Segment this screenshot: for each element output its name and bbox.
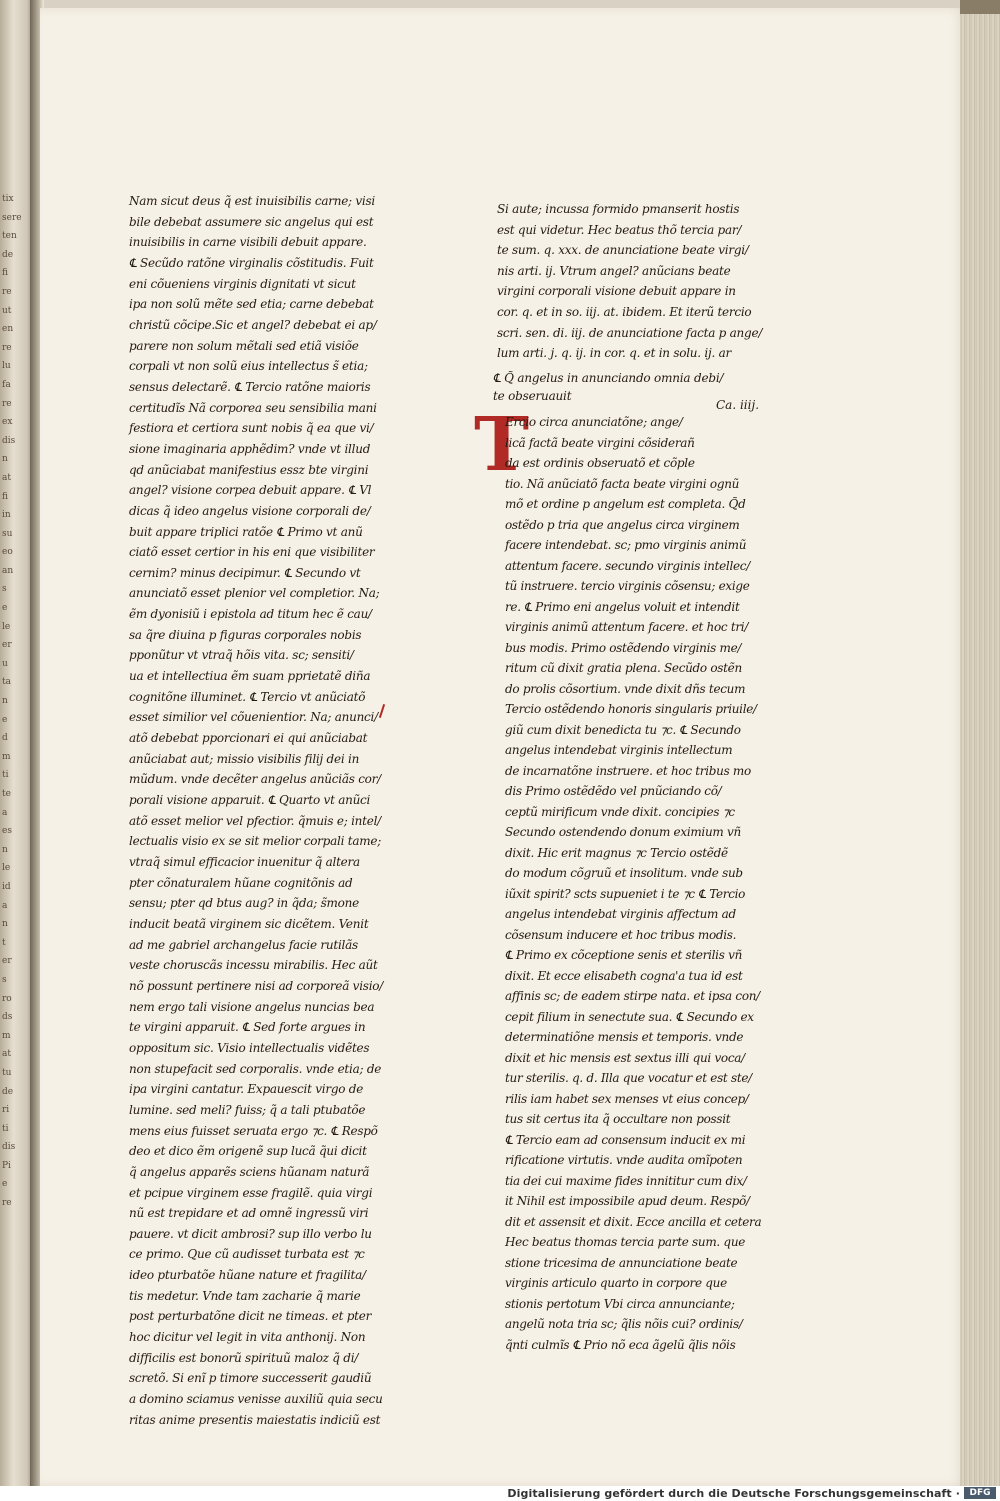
- dfg-logo: DFG: [964, 1487, 996, 1499]
- margin-fragment: fa: [2, 379, 11, 390]
- text-line: Si aute; incussa formido pmanserit hostis: [497, 202, 740, 216]
- text-line: Tercio ostẽdendo honoris singularis priuile/: [505, 702, 757, 716]
- text-line: sensus delectarẽ. ℄ Tercio ratõne maioris: [129, 379, 371, 394]
- margin-fragment: n: [2, 696, 8, 707]
- text-line: iũxit spirit? scts supueniet i te ⁊c ℄ Tercio: [505, 886, 746, 901]
- text-line: ipa virgini cantatur. Expauescit virgo de: [129, 1082, 364, 1097]
- margin-fragment: ta: [2, 677, 11, 688]
- text-line: cepit filium in senectute sua. ℄ Secundo ex: [505, 1009, 754, 1024]
- text-line: ℄ Tercio eam ad consensum inducit ex mi: [505, 1132, 746, 1147]
- margin-fragment: le: [2, 621, 11, 632]
- text-line: pponũtur vt vtraq̃ hõis vita. sc; sensiti/: [129, 648, 354, 663]
- margin-fragment: at: [2, 1049, 11, 1060]
- text-line: facere intendebat. sc; pmo virginis animũ: [505, 538, 747, 552]
- text-line: porali visione apparuit. ℄ Quarto vt anũci: [129, 793, 371, 808]
- text-line: q̃ angelus apparẽs sciens hũanam naturã: [129, 1164, 370, 1179]
- text-line: ℄ Secũdo ratõne virginalis cõstitudis. Fuit: [129, 255, 374, 270]
- text-line: esset similior vel cõuenientior. Na; anunci/: [129, 710, 378, 725]
- text-line: licã factã beate virgini cõsiderañ: [505, 435, 695, 450]
- margin-fragment: ro: [2, 993, 12, 1004]
- text-line: tus sit certus ita q̃ occultare non possit: [505, 1112, 731, 1126]
- text-line: tur sterilis. q. d. Illa que vocatur et est ste/: [505, 1071, 752, 1085]
- text-line: rilis iam habet sex menses vt eius concep/: [505, 1091, 749, 1106]
- margin-fragment: at: [2, 472, 11, 483]
- text-line: deo et dico ẽm origenẽ sup lucã q̃ui dicit: [129, 1144, 367, 1159]
- text-line: nem ergo tali visione angelus nuncias bea: [129, 999, 375, 1014]
- text-line: a domino sciamus venisse auxiliũ quia secu: [129, 1392, 383, 1407]
- text-line: buit appare triplici ratõe ℄ Primo vt anũ: [129, 524, 363, 539]
- margin-fragment: in: [2, 510, 11, 521]
- text-line: dixit. Hic erit magnus ⁊c Tercio ostẽdẽ: [505, 845, 728, 860]
- margin-fragment: e: [2, 603, 8, 614]
- text-line: stione tricesima de annunciatione beate: [505, 1255, 738, 1270]
- text-line: ceptũ mirificum vnde dixit. concipies ⁊c: [505, 804, 735, 819]
- text-line: parere non solum mẽtali sed etiã visiõe: [129, 338, 359, 353]
- margin-fragment: ex: [2, 417, 13, 428]
- text-line: determinatiõne mensis et temporis. vnde: [505, 1030, 744, 1044]
- text-line: pter cõnaturalem hũane cognitõnis ad: [129, 875, 353, 890]
- previous-page-edge: [0, 0, 34, 1490]
- margin-fragment: e: [2, 714, 8, 725]
- margin-fragment: dis: [2, 435, 16, 446]
- margin-fragment: a: [2, 900, 8, 911]
- text-line: dis Primo ostẽdẽdo vel pnũciando cõ/: [505, 784, 722, 798]
- margin-fragment: s: [2, 584, 7, 595]
- text-line: anũciabat aut; missio visibilis filij dei in: [129, 751, 360, 766]
- margin-fragment: n: [2, 919, 8, 930]
- text-line: bus modis. Primo ostẽdendo virginis me/: [505, 640, 742, 655]
- margin-fragment: en: [2, 324, 14, 335]
- text-line: sione imaginaria apphẽdim? vnde vt illud: [129, 441, 371, 456]
- text-line: pauere. vt dicit ambrosi? sup illo verbo lu: [129, 1226, 372, 1241]
- text-line: virgini corporali visione debuit appare in: [497, 284, 736, 299]
- text-line: Hec beatus thomas tercia parte sum. que: [505, 1235, 746, 1249]
- margin-fragment: de: [2, 1086, 14, 1097]
- text-line: anunciatõ esset plenior vel completior. Na;: [129, 586, 380, 601]
- text-line: tia dei cui maxime fides innititur cum dix/: [505, 1173, 747, 1188]
- rubric-line: ℄ Q̃ angelus in anunciando omnia debi/: [493, 371, 724, 385]
- text-line: eni cõueniens virginis dignitati vt sicut: [129, 276, 356, 291]
- text-line: virginis articulo quarto in corpore que: [505, 1276, 727, 1290]
- margin-fragment: sere: [2, 212, 22, 223]
- text-line: certitudĩs Nã corporea seu sensibilia mani: [129, 400, 377, 415]
- text-line: cernim? minus decipimur. ℄ Secundo vt: [129, 565, 361, 580]
- chapter-label: Ca. iiij.: [716, 398, 760, 412]
- margin-fragment: er: [2, 956, 12, 967]
- rubricated-initial-letter: T: [474, 402, 530, 488]
- text-line: stionis pertotum Vbi circa annunciante;: [505, 1296, 735, 1311]
- text-line: hoc dicitur vel legit in vita anthonij. Non: [129, 1330, 366, 1345]
- text-line: sa q̃re diuina p figuras corporales nobis: [129, 627, 362, 642]
- margin-fragment: an: [2, 565, 14, 576]
- text-line: dixit et hic mensis est sextus illi qui voca/: [505, 1050, 745, 1065]
- text-line: scri. sen. di. iij. de anunciatione facta p ange/: [497, 325, 763, 340]
- margin-fragment: t: [2, 937, 6, 948]
- text-line: angel? visione corpea debuit appare. ℄ Vl: [129, 483, 372, 498]
- text-line: angelus intendebat virginis affectum ad: [505, 907, 736, 921]
- text-line: angelus intendebat virginis intellectum: [505, 743, 733, 757]
- page-fore-edge: [960, 0, 1000, 1490]
- margin-fragment: id: [2, 881, 11, 892]
- margin-fragment: lu: [2, 361, 11, 372]
- text-line: giũ cum dixit benedicta tu ⁊c. ℄ Secundo: [505, 722, 741, 737]
- digitization-footer: [0, 1486, 1000, 1501]
- text-line: ad me gabriel archangelus facie rutilãs: [129, 937, 358, 952]
- text-line: ostẽdo p tria que angelus circa virginem: [505, 517, 740, 532]
- text-line: te sum. q. xxx. de anunciatione beate virgi/: [497, 243, 749, 258]
- margin-fragment: er: [2, 640, 12, 651]
- margin-fragment: n: [2, 844, 8, 855]
- text-line: difficilis est bonorũ spirituũ maloz q̃ di/: [129, 1350, 359, 1365]
- text-line: attentum facere. secundo virginis intellec/: [505, 558, 750, 573]
- margin-fragment: a: [2, 807, 8, 818]
- text-line: lectualis visio ex se sit melior corpali tame;: [129, 834, 381, 849]
- text-line: nũ est trepidare et ad omnẽ ingressũ viri: [129, 1206, 369, 1221]
- text-line: mens eius fuisset seruata ergo ⁊c. ℄ Respõ: [129, 1123, 378, 1138]
- text-line: ipa non solũ mẽte sed etia; carne debebat: [129, 297, 374, 312]
- rubric-line: te obseruauit: [493, 389, 572, 403]
- margin-fragment: su: [2, 528, 13, 539]
- text-line: ritum cũ dixit gratia plena. Secũdo ostẽn: [505, 661, 742, 675]
- margin-fragment: m: [2, 1030, 11, 1041]
- text-line: de incarnatõne instruere. et hoc tribus mo: [505, 763, 751, 778]
- text-line: sensu; pter qd btus aug? in q̃da; s̃mone: [129, 896, 359, 911]
- margin-fragment: fi: [2, 491, 9, 502]
- text-line: post perturbatõne dicit ne timeas. et pter: [129, 1309, 372, 1324]
- funding-notice: Digitalisierung gefördert durch die Deutsche Forschungsgemeinschaft ·: [507, 1487, 960, 1500]
- margin-fragment: te: [2, 789, 11, 799]
- text-line: nis arti. ij. Vtrum angel? anũcians beate: [497, 263, 731, 278]
- text-line: Ercio circa anunciatõne; ange/: [505, 415, 683, 429]
- margin-fragment: n: [2, 454, 8, 465]
- text-line: atõ esset melior vel pfectior. q̃muis e; intel/: [129, 813, 381, 828]
- margin-fragment: ri: [2, 1105, 10, 1116]
- text-line: lum arti. j. q. ij. in cor. q. et in solu. ij. ar: [497, 346, 731, 361]
- margin-fragment: ds: [2, 1012, 13, 1023]
- margin-fragment: de: [2, 249, 14, 260]
- margin-fragment: re: [2, 342, 12, 353]
- text-line: et pcipue virginem esse fragilẽ. quia virgi: [129, 1185, 373, 1200]
- text-line: affinis sc; de eadem stirpe nata. et ipsa con/: [505, 989, 760, 1003]
- margin-fragment: le: [2, 863, 11, 874]
- text-line: vtraq̃ simul efficacior inuenitur q̃ altera: [129, 855, 360, 869]
- text-line: lumine. sed meli? fuiss; q̃ a tali ptubatõe: [129, 1102, 366, 1117]
- margin-fragment: re: [2, 1198, 12, 1209]
- margin-fragment: re: [2, 286, 12, 297]
- text-line: virginis animũ attentum facere. et hoc tri/: [505, 620, 749, 634]
- text-line: ciatõ esset certior in his eni que visibiliter: [129, 545, 375, 560]
- margin-fragment: eo: [2, 547, 13, 558]
- text-line: dixit. Et ecce elisabeth cogna'a tua id est: [505, 968, 743, 983]
- margin-fragment: dis: [2, 1142, 16, 1153]
- text-line: re. ℄ Primo eni angelus voluit et intendit: [505, 599, 740, 614]
- text-line: corpali vt non solũ eius intellectus s̃ etia;: [129, 359, 368, 374]
- text-line: est qui videtur. Hec beatus thõ tercia par/: [497, 222, 742, 237]
- margin-fragment: Pi: [2, 1160, 11, 1171]
- text-line: mõ et ordine p angelum est completa. Q̃d: [505, 497, 746, 511]
- text-line: bile debebat assumere sic angelus qui est: [129, 214, 374, 229]
- text-line: q̃nti culmĩs ℄ Prio nõ eca ãgelũ q̃lis nõis: [505, 1337, 736, 1352]
- text-line: ℄ Primo ex cõceptione senis et sterilis vñ: [505, 948, 742, 962]
- margin-fragment: ti: [2, 770, 9, 781]
- text-line: cognitõne illuminet. ℄ Tercio vt anũciatõ: [129, 689, 366, 704]
- right-text-column-body: [505, 412, 785, 1355]
- margin-fragment: m: [2, 751, 11, 762]
- text-line: tio. Nã anũciatõ facta beate virgini ognũ: [505, 476, 740, 491]
- margin-fragment: s: [2, 974, 7, 985]
- text-line: Nam sicut deus q̃ est inuisibilis carne; visi: [129, 194, 376, 208]
- text-line: rificatione virtutis. vnde audita omĩpoten: [505, 1153, 743, 1167]
- text-line: dicas q̃ ideo angelus visione corporali de/: [129, 503, 371, 518]
- margin-fragment: tu: [2, 1067, 12, 1078]
- text-line: ritas anime presentis maiestatis indiciũ est: [129, 1412, 381, 1427]
- text-line: scretõ. Si enĩ p timore successerit gaudiũ: [129, 1371, 372, 1386]
- text-line: ua et intellectiua ẽm suam pprietatẽ diña: [129, 669, 371, 684]
- text-line: dit et assensit et dixit. Ecce ancilla et cetera: [505, 1214, 762, 1229]
- text-line: do prolis cõsortium. vnde dixit dñs tecum: [505, 681, 746, 696]
- text-line: it Nihil est impossibile apud deum. Respõ/: [505, 1194, 750, 1208]
- margin-fragment: d: [2, 733, 8, 744]
- text-line: mũdum. vnde decẽter angelus anũciãs cor/: [129, 772, 381, 787]
- margin-fragment: fi: [2, 268, 9, 279]
- left-text-column: [129, 191, 411, 1430]
- text-line: ce primo. Que cũ audisset turbata est ⁊c: [129, 1247, 365, 1262]
- text-line: inducit beatã virginem sic dicẽtem. Venit: [129, 916, 369, 931]
- text-line: veste choruscãs incessu mirabilis. Hec aũt: [129, 958, 378, 973]
- text-line: nõ possunt pertinere nisi ad corporeã visio/: [129, 978, 384, 993]
- text-line: Secundo ostendendo donum eximium vñ: [505, 825, 741, 839]
- text-line: do modum cõgruũ et insolitum. vnde sub: [505, 866, 743, 880]
- previous-page-margin-text: [2, 190, 28, 1213]
- margin-fragment: ut: [2, 305, 12, 316]
- text-line: ẽm dyonisiũ i epistola ad titum hec ẽ cau/: [129, 607, 372, 622]
- text-line: oppositum sic. Visio intellectualis vidẽtes: [129, 1040, 370, 1055]
- text-line: da est ordinis obseruatõ et cõple: [505, 456, 695, 470]
- margin-fragment: tix: [2, 194, 14, 204]
- margin-fragment: es: [2, 826, 12, 837]
- margin-fragment: ten: [2, 231, 17, 242]
- text-line: atõ debebat pporcionari ei qui anũciabat: [129, 731, 368, 746]
- margin-fragment: e: [2, 1179, 8, 1190]
- page-top-edge: [960, 0, 1000, 14]
- right-text-column-top: [497, 199, 777, 364]
- text-line: christũ cõcipe.Sic et angel? debebat ei ap/: [129, 317, 377, 332]
- text-line: non stupefacit sed corporalis. vnde etia; de: [129, 1061, 382, 1076]
- text-line: ideo pturbatõe hũane nature et fragilita/: [129, 1268, 366, 1283]
- text-line: cor. q. et in so. iij. at. ibidem. Et iterũ tercio: [497, 304, 752, 319]
- text-line: tũ instruere. tercio virginis cõsensu; exige: [505, 579, 750, 593]
- margin-fragment: re: [2, 398, 12, 409]
- text-line: qd anũciabat manifestius essz bte virgini: [129, 462, 369, 477]
- text-line: te virgini apparuit. ℄ Sed forte argues in: [129, 1020, 366, 1035]
- text-line: angelũ nota tria sc; q̃lis nõis cui? ordinis/: [505, 1317, 743, 1331]
- text-line: festiora et certiora sunt nobis q̃ ea que vi/: [129, 421, 374, 436]
- text-line: cõsensum inducere et hoc tribus modis.: [505, 927, 737, 942]
- margin-fragment: ti: [2, 1123, 9, 1134]
- margin-fragment: u: [2, 658, 8, 669]
- text-line: inuisibilis in carne visibili debuit appare.: [129, 235, 367, 250]
- text-line: tis medetur. Vnde tam zacharie q̃ marie: [129, 1288, 361, 1303]
